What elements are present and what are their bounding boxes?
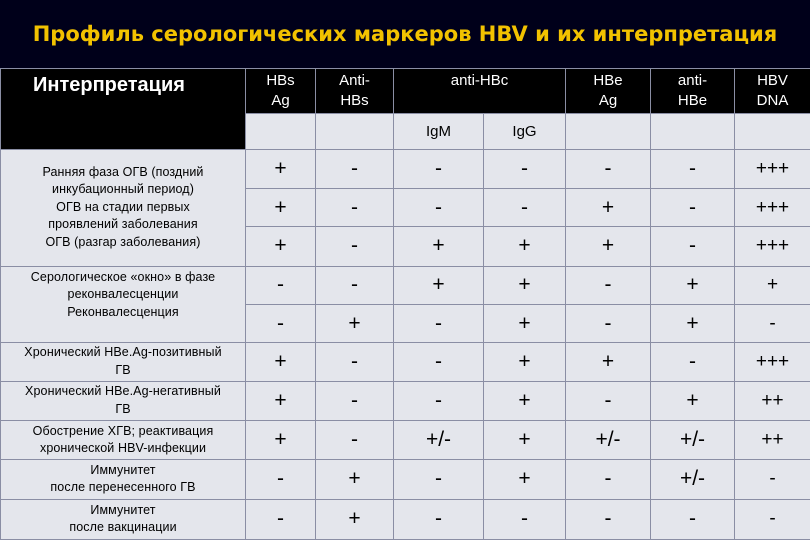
table-row: [1, 149, 810, 188]
cell-value: ++: [735, 420, 810, 459]
cell-value: -: [316, 381, 394, 420]
subheader-empty: [651, 114, 735, 149]
cell-value: -: [651, 499, 735, 539]
cell-value: -: [566, 381, 651, 420]
row-label-convalescence: Серологическое «окно» в фазе реконвалесценции Реконвалесценция: [1, 266, 246, 343]
serology-table: [0, 68, 810, 540]
cell-value: ++: [735, 381, 810, 420]
cell-value: +: [246, 227, 316, 266]
cell-value: +: [566, 189, 651, 227]
cell-value: +: [246, 381, 316, 420]
row-label-immunity-after-vaccination: Иммунитет после вакцинации: [1, 499, 246, 539]
cell-value: +: [316, 499, 394, 539]
table-row: [1, 460, 810, 499]
table-row: [1, 499, 810, 539]
cell-value: +/-: [394, 420, 484, 459]
cell-value: +++: [735, 149, 810, 188]
cell-value: -: [246, 460, 316, 499]
cell-value: -: [394, 343, 484, 381]
table-row: [1, 420, 810, 459]
cell-value: -: [316, 149, 394, 188]
cell-value: -: [394, 499, 484, 539]
cell-value: -: [316, 266, 394, 304]
cell-value: +: [484, 460, 566, 499]
cell-value: -: [651, 189, 735, 227]
cell-value: -: [735, 460, 810, 499]
cell-value: -: [316, 420, 394, 459]
table-row: [1, 343, 810, 381]
table-row: [1, 266, 810, 304]
header-row: [1, 69, 810, 114]
cell-value: -: [316, 343, 394, 381]
row-label-immunity-after-disease: Иммунитет после перенесенного ГВ: [1, 460, 246, 499]
cell-value: +: [316, 304, 394, 342]
cell-value: +: [566, 227, 651, 266]
cell-value: -: [484, 189, 566, 227]
cell-value: +++: [735, 343, 810, 381]
cell-value: -: [735, 499, 810, 539]
cell-value: +: [566, 343, 651, 381]
subheader-empty: [735, 114, 810, 149]
cell-value: -: [394, 304, 484, 342]
cell-value: +/-: [566, 420, 651, 459]
cell-value: -: [246, 266, 316, 304]
cell-value: +: [651, 381, 735, 420]
header-interpretation: Интерпретация: [1, 69, 246, 150]
header-hbvdna: HBV DNA: [735, 69, 810, 114]
cell-value: -: [651, 149, 735, 188]
cell-value: +: [246, 189, 316, 227]
cell-value: +: [484, 420, 566, 459]
cell-value: +: [246, 343, 316, 381]
row-label-exacerbation: Обострение ХГВ; реактивация хронической HBV-инфекции: [1, 420, 246, 459]
cell-value: -: [484, 149, 566, 188]
subheader-empty: [246, 114, 316, 149]
subheader-empty: [566, 114, 651, 149]
cell-value: +: [484, 227, 566, 266]
cell-value: -: [566, 304, 651, 342]
cell-value: -: [484, 499, 566, 539]
cell-value: -: [735, 304, 810, 342]
row-label-chronic-negative: Хронический HBe.Ag-негативный ГВ: [1, 381, 246, 420]
cell-value: -: [246, 304, 316, 342]
cell-value: +: [394, 266, 484, 304]
cell-value: -: [566, 460, 651, 499]
slide-title: Профиль серологических маркеров HBV и их интерпретация: [0, 0, 810, 68]
cell-value: -: [566, 266, 651, 304]
header-hbeag: HBe Ag: [566, 69, 651, 114]
cell-value: +: [246, 149, 316, 188]
cell-value: +/-: [651, 420, 735, 459]
cell-value: -: [394, 460, 484, 499]
cell-value: -: [316, 227, 394, 266]
cell-value: -: [651, 227, 735, 266]
subheader-empty: [316, 114, 394, 149]
cell-value: +: [484, 343, 566, 381]
cell-value: +: [394, 227, 484, 266]
subheader-igg: IgG: [484, 114, 566, 149]
cell-value: +++: [735, 227, 810, 266]
cell-value: -: [566, 499, 651, 539]
header-antihbc: anti-HBc: [394, 69, 566, 114]
cell-value: -: [651, 343, 735, 381]
cell-value: -: [566, 149, 651, 188]
row-label-chronic-positive: Хронический HBe.Ag-позитивный ГВ: [1, 343, 246, 381]
cell-value: +/-: [651, 460, 735, 499]
table-row: [1, 381, 810, 420]
subheader-igm: IgM: [394, 114, 484, 149]
cell-value: -: [316, 189, 394, 227]
header-antihbe: anti- HBe: [651, 69, 735, 114]
cell-value: -: [246, 499, 316, 539]
cell-value: -: [394, 381, 484, 420]
cell-value: -: [394, 189, 484, 227]
cell-value: +: [316, 460, 394, 499]
row-label-acute: Ранняя фаза ОГВ (поздний инкубационный период) ОГВ на стадии первых проявлений заболевания ОГВ (разгар заболевания): [1, 149, 246, 266]
cell-value: +: [246, 420, 316, 459]
cell-value: +: [651, 266, 735, 304]
cell-value: +: [484, 304, 566, 342]
cell-value: +++: [735, 189, 810, 227]
cell-value: +: [735, 266, 810, 304]
header-hbsag: HBs Ag: [246, 69, 316, 114]
cell-value: -: [394, 149, 484, 188]
cell-value: +: [484, 266, 566, 304]
cell-value: +: [651, 304, 735, 342]
cell-value: +: [484, 381, 566, 420]
header-antihbs: Anti- HBs: [316, 69, 394, 114]
